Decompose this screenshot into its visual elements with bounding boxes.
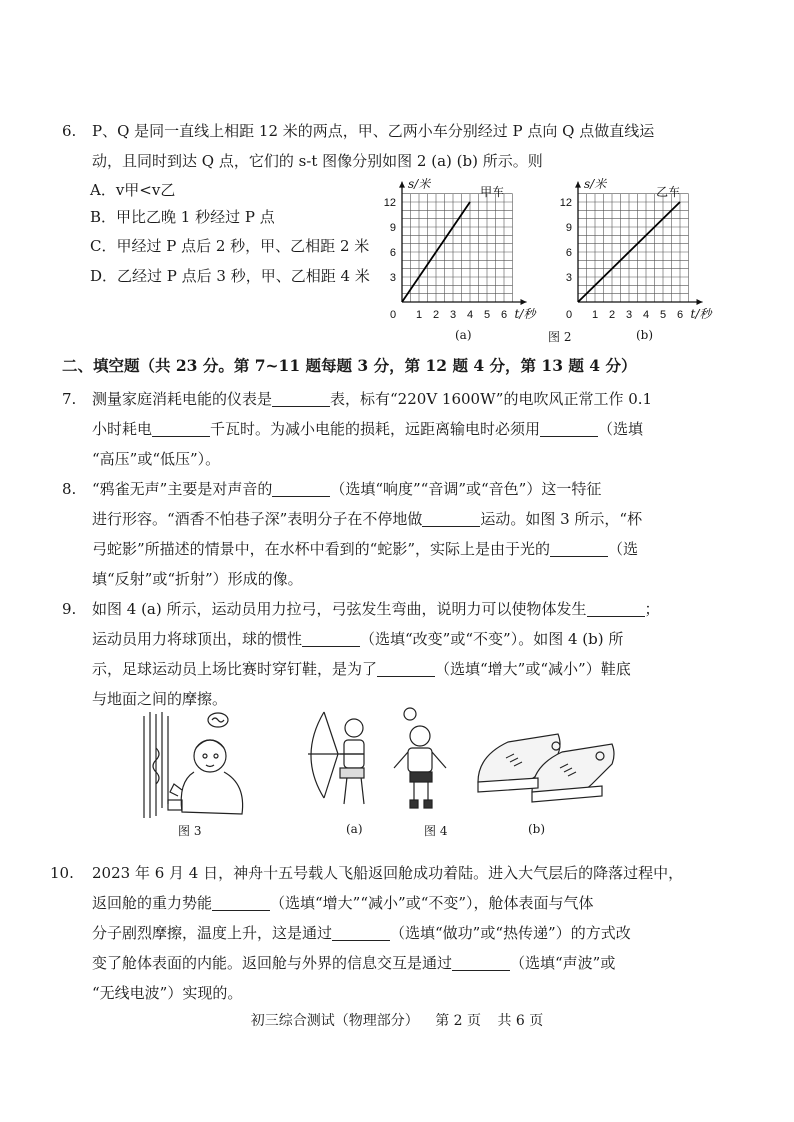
x-tick-label: 1 [415, 309, 423, 321]
question-text: 运动。如图 3 所示，“杯 [480, 510, 643, 528]
figure-4a-caption: (a) [346, 822, 363, 836]
y-axis-arrow [399, 182, 405, 188]
y-tick-label: 3 [565, 272, 572, 284]
y-tick-label: 9 [565, 222, 572, 234]
answer-blank[interactable] [332, 924, 390, 941]
question-text: 如图 4 (a) 所示，运动员用力拉弓，弓弦发生弯曲，说明力可以使物体发生 [92, 600, 587, 618]
question-number: 6. [62, 122, 77, 140]
graph-a-caption: (a) [455, 328, 472, 342]
page-footer [0, 1010, 794, 1030]
question-text: ； [644, 600, 660, 618]
question-text: 测量家庭消耗电能的仪表是 [92, 390, 273, 408]
figure-4b-caption: (b) [528, 822, 546, 836]
x-tick-label: 5 [483, 309, 491, 321]
question-text: （选填“做功”或“热传递”）的方式改 [390, 924, 631, 942]
y-tick-label: 12 [383, 197, 396, 209]
y-axis-label: s/米 [408, 178, 431, 191]
question-text: （选填“声波”或 [510, 954, 616, 972]
x-axis-label: t/秒 [690, 307, 712, 321]
x-axis-label: t/秒 [514, 307, 536, 321]
x-tick-label: 0 [565, 309, 573, 321]
question-text: 表，标有“220V 1600W”的电吹风正常工作 0.1 [330, 390, 653, 408]
answer-blank[interactable] [272, 390, 330, 407]
x-tick-label: 4 [466, 309, 474, 321]
answer-blank[interactable] [550, 540, 608, 557]
figure-2-caption: 图 2 [548, 330, 572, 344]
question-text: “鸦雀无声”主要是对声音的 [92, 480, 273, 498]
y-axis-label: s/米 [584, 178, 607, 191]
question-text: （选填 [598, 420, 644, 438]
figure-4b-cleats-illustration [472, 730, 620, 812]
question-text: “高压”或“低压”）。 [92, 450, 221, 468]
x-tick-label: 6 [676, 309, 684, 321]
footer-page: 第 2 页 [435, 1013, 481, 1029]
x-tick-label: 4 [642, 309, 650, 321]
question-text: 填“反射”或“折射”）形成的像。 [92, 570, 303, 588]
x-tick-label: 3 [449, 309, 457, 321]
answer-blank[interactable] [452, 954, 510, 971]
question-text: 千瓦时。为减小电能的损耗，远距离输电时必须用 [210, 420, 541, 438]
question-text: 小时耗电 [92, 420, 153, 438]
question-text: （选填“响度”“音调”或“音色”）这一特征 [330, 480, 602, 498]
option-a: A．v甲<v乙 [90, 181, 176, 199]
y-tick-label: 6 [389, 247, 396, 259]
x-tick-label: 5 [659, 309, 667, 321]
answer-blank[interactable] [587, 600, 645, 617]
y-tick-label: 6 [565, 247, 572, 259]
s-t-graph-b [548, 178, 726, 323]
footer-total: 共 6 页 [497, 1013, 544, 1029]
y-axis-arrow [575, 182, 581, 188]
question-text: 进行形容。“酒香不怕巷子深”表明分子在不停地做 [92, 510, 423, 528]
y-tick-label: 9 [389, 222, 396, 234]
question-number: 7. [62, 390, 77, 408]
x-tick-label: 2 [608, 309, 616, 321]
question-text: 与地面之间的摩擦。 [92, 690, 228, 708]
option-c: C．甲经过 P 点后 2 秒，甲、乙相距 2 米 [90, 237, 370, 255]
footer-title: 初三综合测试（物理部分） [250, 1013, 419, 1029]
question-text: 变了舱体表面的内能。返回舱与外界的信息交互是通过 [92, 954, 453, 972]
question-text: （选填“改变”或“不变”）。如图 4 (b) 所 [360, 630, 624, 648]
question-text: 动，且同时到达 Q 点，它们的 s-t 图像分别如图 2 (a) (b) 所示。则 [92, 152, 543, 170]
question-text: 分子剧烈摩擦，温度上升，这是通过 [92, 924, 333, 942]
question-text: 返回舱的重力势能 [92, 894, 213, 912]
question-text: P、Q 是同一直线上相距 12 米的两点，甲、乙两小车分别经过 P 点向 Q 点做直线运 [92, 122, 655, 140]
option-d: D．乙经过 P 点后 3 秒，甲、乙相距 4 米 [90, 267, 370, 285]
x-tick-label: 3 [625, 309, 633, 321]
question-text: 运动员用力将球顶出，球的惯性 [92, 630, 303, 648]
graph-title: 甲车 [480, 185, 505, 199]
answer-blank[interactable] [272, 480, 330, 497]
x-tick-label: 0 [389, 309, 397, 321]
question-number: 8. [62, 480, 77, 498]
x-tick-label: 2 [432, 309, 440, 321]
question-text: （选填“增大”或“减小”）鞋底 [435, 660, 631, 678]
answer-blank[interactable] [152, 420, 210, 437]
graph-title: 乙车 [656, 185, 681, 199]
question-text: 示，足球运动员上场比赛时穿钉鞋，是为了 [92, 660, 378, 678]
answer-blank[interactable] [377, 660, 435, 677]
section-heading: 二、填空题（共 23 分。第 7~11 题每题 3 分，第 12 题 4 分，第 13 题 4 分） [62, 356, 637, 375]
answer-blank[interactable] [540, 420, 598, 437]
question-text: （选 [608, 540, 639, 558]
figure-4a-illustration [300, 706, 465, 816]
question-number: 9. [62, 600, 77, 618]
graph-b-caption: (b) [636, 328, 654, 342]
answer-blank[interactable] [212, 894, 270, 911]
question-text: 2023 年 6 月 4 日，神舟十五号载人飞船返回舱成功着陆。进入大气层后的降落过程中， [92, 864, 684, 882]
question-text: （选填“增大”“减小”或“不变”），舱体表面与气体 [270, 894, 594, 912]
x-axis-arrow [697, 299, 703, 305]
question-text: “无线电波”）实现的。 [92, 984, 243, 1002]
option-b: B．甲比乙晚 1 秒经过 P 点 [90, 208, 275, 226]
figure-4-caption: 图 4 [424, 824, 448, 838]
question-number: 10. [50, 864, 74, 882]
x-tick-label: 6 [500, 309, 508, 321]
s-t-graph-a [372, 178, 542, 323]
x-tick-label: 1 [591, 309, 599, 321]
figure-3-illustration [138, 708, 248, 820]
answer-blank[interactable] [302, 630, 360, 647]
question-text: 弓蛇影”所描述的情景中，在水杯中看到的“蛇影”，实际上是由于光的 [92, 540, 551, 558]
figure-3-caption: 图 3 [178, 824, 202, 838]
x-axis-arrow [521, 299, 527, 305]
y-tick-label: 3 [389, 272, 396, 284]
y-tick-label: 12 [559, 197, 572, 209]
answer-blank[interactable] [422, 510, 480, 527]
